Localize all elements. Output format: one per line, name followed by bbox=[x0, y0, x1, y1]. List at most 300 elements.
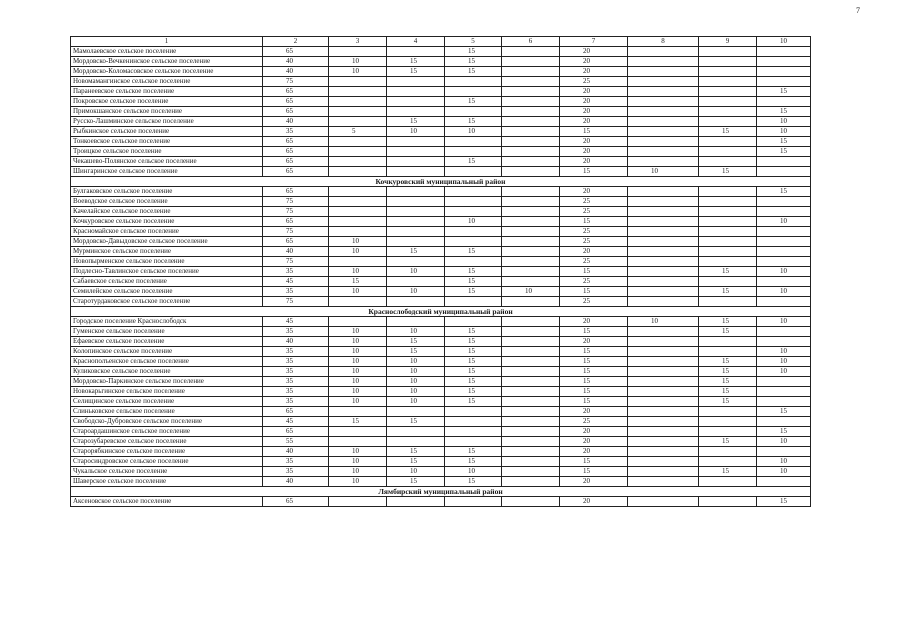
value-cell bbox=[757, 197, 811, 207]
value-cell: 15 bbox=[387, 337, 445, 347]
value-cell: 15 bbox=[699, 437, 757, 447]
value-cell bbox=[502, 387, 560, 397]
settlement-name: Воеводское сельское поселение bbox=[71, 197, 263, 207]
table-row bbox=[71, 327, 811, 337]
value-cell: 15 bbox=[445, 287, 502, 297]
value-cell bbox=[502, 97, 560, 107]
value-cell bbox=[445, 167, 502, 177]
value-cell bbox=[628, 247, 699, 257]
value-cell: 65 bbox=[263, 47, 329, 57]
value-cell bbox=[699, 137, 757, 147]
value-cell bbox=[757, 157, 811, 167]
settlement-name: Шаверское сельское поселение bbox=[71, 477, 263, 487]
table-row bbox=[71, 187, 811, 197]
value-cell: 15 bbox=[445, 387, 502, 397]
value-cell bbox=[757, 417, 811, 427]
value-cell: 35 bbox=[263, 467, 329, 477]
value-cell bbox=[757, 247, 811, 257]
value-cell bbox=[329, 137, 387, 147]
value-cell bbox=[699, 117, 757, 127]
value-cell bbox=[757, 67, 811, 77]
table-row bbox=[71, 377, 811, 387]
value-cell: 15 bbox=[445, 457, 502, 467]
value-cell: 10 bbox=[387, 127, 445, 137]
settlement-name: Старорябкинское сельское поселение bbox=[71, 447, 263, 457]
table-row bbox=[71, 287, 811, 297]
value-cell bbox=[628, 367, 699, 377]
value-cell bbox=[445, 107, 502, 117]
value-cell: 10 bbox=[628, 167, 699, 177]
value-cell bbox=[387, 227, 445, 237]
value-cell bbox=[699, 337, 757, 347]
value-cell bbox=[699, 247, 757, 257]
settlement-name: Старозубаревское сельское поселение bbox=[71, 437, 263, 447]
value-cell: 20 bbox=[560, 117, 628, 127]
value-cell bbox=[699, 107, 757, 117]
value-cell: 15 bbox=[699, 377, 757, 387]
value-cell bbox=[329, 147, 387, 157]
value-cell bbox=[502, 127, 560, 137]
value-cell bbox=[699, 207, 757, 217]
value-cell: 10 bbox=[628, 317, 699, 327]
value-cell: 35 bbox=[263, 367, 329, 377]
value-cell: 75 bbox=[263, 297, 329, 307]
value-cell bbox=[699, 197, 757, 207]
value-cell bbox=[628, 127, 699, 137]
value-cell: 35 bbox=[263, 377, 329, 387]
value-cell: 15 bbox=[560, 127, 628, 137]
value-cell: 15 bbox=[560, 387, 628, 397]
value-cell bbox=[628, 397, 699, 407]
value-cell bbox=[502, 447, 560, 457]
settlement-name: Старотурдаковское сельское поселение bbox=[71, 297, 263, 307]
value-cell: 15 bbox=[757, 497, 811, 507]
allocation-table bbox=[70, 36, 811, 507]
value-cell bbox=[757, 57, 811, 67]
settlement-name: Семилейское сельское поселение bbox=[71, 287, 263, 297]
value-cell: 15 bbox=[387, 117, 445, 127]
settlement-name: Куликовское сельское поселение bbox=[71, 367, 263, 377]
value-cell bbox=[699, 447, 757, 457]
value-cell bbox=[502, 247, 560, 257]
value-cell bbox=[628, 257, 699, 267]
district-row bbox=[71, 177, 811, 187]
value-cell bbox=[757, 387, 811, 397]
value-cell: 10 bbox=[387, 327, 445, 337]
value-cell: 15 bbox=[387, 457, 445, 467]
value-cell: 75 bbox=[263, 207, 329, 217]
value-cell bbox=[502, 347, 560, 357]
value-cell bbox=[502, 417, 560, 427]
value-cell: 15 bbox=[699, 327, 757, 337]
value-cell bbox=[757, 77, 811, 87]
value-cell: 35 bbox=[263, 397, 329, 407]
district-row bbox=[71, 307, 811, 317]
value-cell bbox=[628, 107, 699, 117]
value-cell bbox=[445, 437, 502, 447]
value-cell: 15 bbox=[560, 267, 628, 277]
value-cell: 40 bbox=[263, 247, 329, 257]
value-cell: 10 bbox=[387, 287, 445, 297]
value-cell bbox=[387, 277, 445, 287]
value-cell bbox=[502, 297, 560, 307]
table-row bbox=[71, 397, 811, 407]
value-cell: 10 bbox=[757, 347, 811, 357]
value-cell bbox=[329, 197, 387, 207]
value-cell bbox=[502, 257, 560, 267]
value-cell: 20 bbox=[560, 427, 628, 437]
value-cell: 20 bbox=[560, 337, 628, 347]
value-cell bbox=[387, 77, 445, 87]
table-row bbox=[71, 427, 811, 437]
value-cell: 75 bbox=[263, 227, 329, 237]
value-cell: 10 bbox=[329, 57, 387, 67]
value-cell bbox=[502, 117, 560, 127]
value-cell: 15 bbox=[560, 167, 628, 177]
value-cell bbox=[757, 477, 811, 487]
settlement-name: Городское поселение Краснослободск bbox=[71, 317, 263, 327]
value-cell: 25 bbox=[560, 237, 628, 247]
value-cell: 10 bbox=[329, 247, 387, 257]
value-cell bbox=[502, 47, 560, 57]
value-cell bbox=[699, 77, 757, 87]
value-cell: 20 bbox=[560, 477, 628, 487]
value-cell: 65 bbox=[263, 87, 329, 97]
value-cell: 65 bbox=[263, 137, 329, 147]
value-cell bbox=[387, 217, 445, 227]
value-cell: 15 bbox=[560, 347, 628, 357]
value-cell bbox=[387, 87, 445, 97]
settlement-name: Староардашинское сельское поселение bbox=[71, 427, 263, 437]
value-cell bbox=[502, 357, 560, 367]
value-cell bbox=[445, 417, 502, 427]
table-row bbox=[71, 147, 811, 157]
value-cell bbox=[502, 467, 560, 477]
value-cell bbox=[628, 377, 699, 387]
value-cell bbox=[329, 297, 387, 307]
settlement-name: Колопинское сельское поселение bbox=[71, 347, 263, 357]
value-cell: 15 bbox=[387, 247, 445, 257]
value-cell bbox=[699, 217, 757, 227]
value-cell: 15 bbox=[757, 137, 811, 147]
value-cell: 20 bbox=[560, 57, 628, 67]
value-cell: 10 bbox=[329, 357, 387, 367]
value-cell bbox=[387, 147, 445, 157]
value-cell: 10 bbox=[757, 367, 811, 377]
value-cell: 10 bbox=[445, 217, 502, 227]
value-cell: 15 bbox=[445, 117, 502, 127]
header-cell: 9 bbox=[699, 37, 757, 47]
value-cell bbox=[699, 147, 757, 157]
settlement-name: Аксеновское сельское поселение bbox=[71, 497, 263, 507]
value-cell bbox=[502, 87, 560, 97]
table-row bbox=[71, 197, 811, 207]
value-cell bbox=[329, 47, 387, 57]
value-cell: 10 bbox=[387, 397, 445, 407]
value-cell: 20 bbox=[560, 407, 628, 417]
table-row bbox=[71, 407, 811, 417]
value-cell: 15 bbox=[445, 157, 502, 167]
value-cell: 15 bbox=[699, 387, 757, 397]
value-cell bbox=[502, 327, 560, 337]
value-cell bbox=[757, 377, 811, 387]
table-row bbox=[71, 227, 811, 237]
value-cell: 25 bbox=[560, 227, 628, 237]
value-cell: 15 bbox=[757, 187, 811, 197]
value-cell: 65 bbox=[263, 217, 329, 227]
settlement-name: Мурминское сельское поселение bbox=[71, 247, 263, 257]
value-cell bbox=[757, 337, 811, 347]
table-row bbox=[71, 277, 811, 287]
value-cell bbox=[502, 227, 560, 237]
value-cell bbox=[699, 457, 757, 467]
value-cell: 25 bbox=[560, 257, 628, 267]
header-cell: 1 bbox=[71, 37, 263, 47]
value-cell bbox=[757, 167, 811, 177]
value-cell: 65 bbox=[263, 147, 329, 157]
value-cell bbox=[502, 237, 560, 247]
value-cell: 15 bbox=[445, 97, 502, 107]
value-cell bbox=[757, 97, 811, 107]
value-cell: 15 bbox=[445, 277, 502, 287]
value-cell: 10 bbox=[329, 387, 387, 397]
table-row bbox=[71, 207, 811, 217]
value-cell: 10 bbox=[329, 267, 387, 277]
settlement-name: Чекашево-Полянское сельское поселение bbox=[71, 157, 263, 167]
settlement-name: Новокарьгинское сельское поселение bbox=[71, 387, 263, 397]
value-cell: 35 bbox=[263, 327, 329, 337]
value-cell: 15 bbox=[445, 267, 502, 277]
value-cell: 15 bbox=[445, 397, 502, 407]
value-cell bbox=[628, 147, 699, 157]
value-cell bbox=[628, 477, 699, 487]
value-cell: 75 bbox=[263, 197, 329, 207]
value-cell: 25 bbox=[560, 77, 628, 87]
value-cell: 15 bbox=[445, 357, 502, 367]
value-cell: 45 bbox=[263, 317, 329, 327]
table-row bbox=[71, 367, 811, 377]
value-cell: 15 bbox=[445, 57, 502, 67]
value-cell: 10 bbox=[329, 237, 387, 247]
value-cell: 15 bbox=[560, 467, 628, 477]
value-cell: 40 bbox=[263, 477, 329, 487]
value-cell bbox=[387, 437, 445, 447]
value-cell: 10 bbox=[757, 267, 811, 277]
settlement-name: Подлесно-Тавлинское сельское поселение bbox=[71, 267, 263, 277]
header-cell: 5 bbox=[445, 37, 502, 47]
table-row bbox=[71, 497, 811, 507]
value-cell bbox=[628, 277, 699, 287]
value-cell: 55 bbox=[263, 437, 329, 447]
value-cell bbox=[387, 137, 445, 147]
value-cell: 65 bbox=[263, 107, 329, 117]
table-row bbox=[71, 337, 811, 347]
value-cell bbox=[628, 47, 699, 57]
value-cell: 40 bbox=[263, 447, 329, 457]
value-cell bbox=[387, 237, 445, 247]
value-cell bbox=[699, 497, 757, 507]
table-row bbox=[71, 137, 811, 147]
value-cell: 15 bbox=[387, 477, 445, 487]
table-row bbox=[71, 267, 811, 277]
value-cell bbox=[628, 387, 699, 397]
value-cell: 10 bbox=[329, 67, 387, 77]
settlement-name: Кочкуровское сельское поселение bbox=[71, 217, 263, 227]
value-cell bbox=[387, 317, 445, 327]
value-cell bbox=[699, 297, 757, 307]
value-cell bbox=[387, 207, 445, 217]
value-cell bbox=[502, 427, 560, 437]
value-cell bbox=[757, 397, 811, 407]
value-cell bbox=[502, 407, 560, 417]
value-cell: 15 bbox=[757, 87, 811, 97]
value-cell: 65 bbox=[263, 407, 329, 417]
settlement-name: Сабаевское сельское поселение bbox=[71, 277, 263, 287]
value-cell bbox=[502, 167, 560, 177]
value-cell bbox=[445, 297, 502, 307]
value-cell bbox=[628, 237, 699, 247]
settlement-name: Чукальское сельское поселение bbox=[71, 467, 263, 477]
settlement-name: Примокшанское сельское поселение bbox=[71, 107, 263, 117]
value-cell bbox=[502, 457, 560, 467]
value-cell bbox=[445, 407, 502, 417]
table-row bbox=[71, 237, 811, 247]
value-cell: 35 bbox=[263, 387, 329, 397]
value-cell: 20 bbox=[560, 97, 628, 107]
value-cell: 10 bbox=[757, 457, 811, 467]
value-cell: 15 bbox=[387, 67, 445, 77]
value-cell: 10 bbox=[387, 377, 445, 387]
value-cell bbox=[628, 327, 699, 337]
value-cell bbox=[628, 447, 699, 457]
value-cell bbox=[628, 197, 699, 207]
value-cell bbox=[329, 497, 387, 507]
table-row bbox=[71, 387, 811, 397]
settlement-name: Мамолаевское сельское поселение bbox=[71, 47, 263, 57]
value-cell bbox=[502, 187, 560, 197]
value-cell: 10 bbox=[445, 467, 502, 477]
value-cell bbox=[628, 97, 699, 107]
value-cell bbox=[502, 377, 560, 387]
value-cell bbox=[329, 97, 387, 107]
value-cell bbox=[628, 87, 699, 97]
value-cell: 15 bbox=[757, 147, 811, 157]
settlement-name: Краснополъенское сельское поселение bbox=[71, 357, 263, 367]
settlement-name: Паранеевское сельское поселение bbox=[71, 87, 263, 97]
value-cell bbox=[628, 467, 699, 477]
value-cell bbox=[699, 427, 757, 437]
value-cell: 10 bbox=[387, 467, 445, 477]
settlement-name: Селищинское сельское поселение bbox=[71, 397, 263, 407]
value-cell bbox=[387, 257, 445, 267]
value-cell bbox=[628, 287, 699, 297]
value-cell: 15 bbox=[560, 367, 628, 377]
value-cell bbox=[628, 117, 699, 127]
value-cell bbox=[699, 477, 757, 487]
value-cell: 15 bbox=[699, 127, 757, 137]
settlement-name: Мордовско-Коломасовское сельское поселение bbox=[71, 67, 263, 77]
value-cell bbox=[502, 267, 560, 277]
table-row bbox=[71, 357, 811, 367]
value-cell bbox=[445, 87, 502, 97]
value-cell: 10 bbox=[757, 117, 811, 127]
value-cell: 65 bbox=[263, 187, 329, 197]
value-cell bbox=[502, 217, 560, 227]
value-cell bbox=[628, 217, 699, 227]
value-cell: 10 bbox=[329, 457, 387, 467]
value-cell: 15 bbox=[560, 397, 628, 407]
value-cell bbox=[628, 427, 699, 437]
value-cell: 15 bbox=[699, 357, 757, 367]
value-cell bbox=[445, 317, 502, 327]
value-cell bbox=[329, 77, 387, 87]
district-title: Краснослободский муниципальный район bbox=[71, 307, 811, 317]
value-cell: 15 bbox=[387, 57, 445, 67]
value-cell: 15 bbox=[445, 327, 502, 337]
value-cell: 15 bbox=[445, 347, 502, 357]
value-cell: 10 bbox=[329, 337, 387, 347]
district-title: Лямбирский муниципальный район bbox=[71, 487, 811, 497]
value-cell bbox=[445, 187, 502, 197]
value-cell: 15 bbox=[699, 317, 757, 327]
value-cell bbox=[387, 297, 445, 307]
settlement-name: Слиньковское сельское поселение bbox=[71, 407, 263, 417]
value-cell bbox=[628, 347, 699, 357]
value-cell bbox=[628, 337, 699, 347]
value-cell bbox=[387, 47, 445, 57]
settlement-name: Старосиндровское сельское поселение bbox=[71, 457, 263, 467]
value-cell bbox=[699, 97, 757, 107]
table-row bbox=[71, 247, 811, 257]
table-row bbox=[71, 87, 811, 97]
value-cell bbox=[628, 437, 699, 447]
value-cell: 10 bbox=[329, 477, 387, 487]
table-row bbox=[71, 477, 811, 487]
value-cell: 15 bbox=[699, 287, 757, 297]
table-row bbox=[71, 347, 811, 357]
value-cell: 15 bbox=[387, 347, 445, 357]
value-cell bbox=[628, 227, 699, 237]
value-cell bbox=[502, 157, 560, 167]
value-cell: 65 bbox=[263, 157, 329, 167]
value-cell: 35 bbox=[263, 457, 329, 467]
value-cell bbox=[502, 207, 560, 217]
value-cell bbox=[699, 157, 757, 167]
value-cell: 15 bbox=[387, 417, 445, 427]
value-cell: 65 bbox=[263, 237, 329, 247]
value-cell: 15 bbox=[699, 267, 757, 277]
value-cell bbox=[445, 147, 502, 157]
value-cell bbox=[628, 57, 699, 67]
value-cell: 10 bbox=[502, 287, 560, 297]
value-cell bbox=[387, 197, 445, 207]
value-cell: 10 bbox=[329, 377, 387, 387]
table-row bbox=[71, 107, 811, 117]
value-cell bbox=[502, 197, 560, 207]
settlement-name: Качелайское сельское поселение bbox=[71, 207, 263, 217]
value-cell: 25 bbox=[560, 277, 628, 287]
value-cell bbox=[502, 437, 560, 447]
value-cell bbox=[445, 137, 502, 147]
header-row bbox=[71, 37, 811, 47]
settlement-name: Новопырменское сельское поселение bbox=[71, 257, 263, 267]
value-cell bbox=[699, 277, 757, 287]
value-cell bbox=[387, 187, 445, 197]
value-cell bbox=[699, 87, 757, 97]
value-cell: 45 bbox=[263, 417, 329, 427]
value-cell: 10 bbox=[757, 467, 811, 477]
value-cell: 15 bbox=[329, 417, 387, 427]
